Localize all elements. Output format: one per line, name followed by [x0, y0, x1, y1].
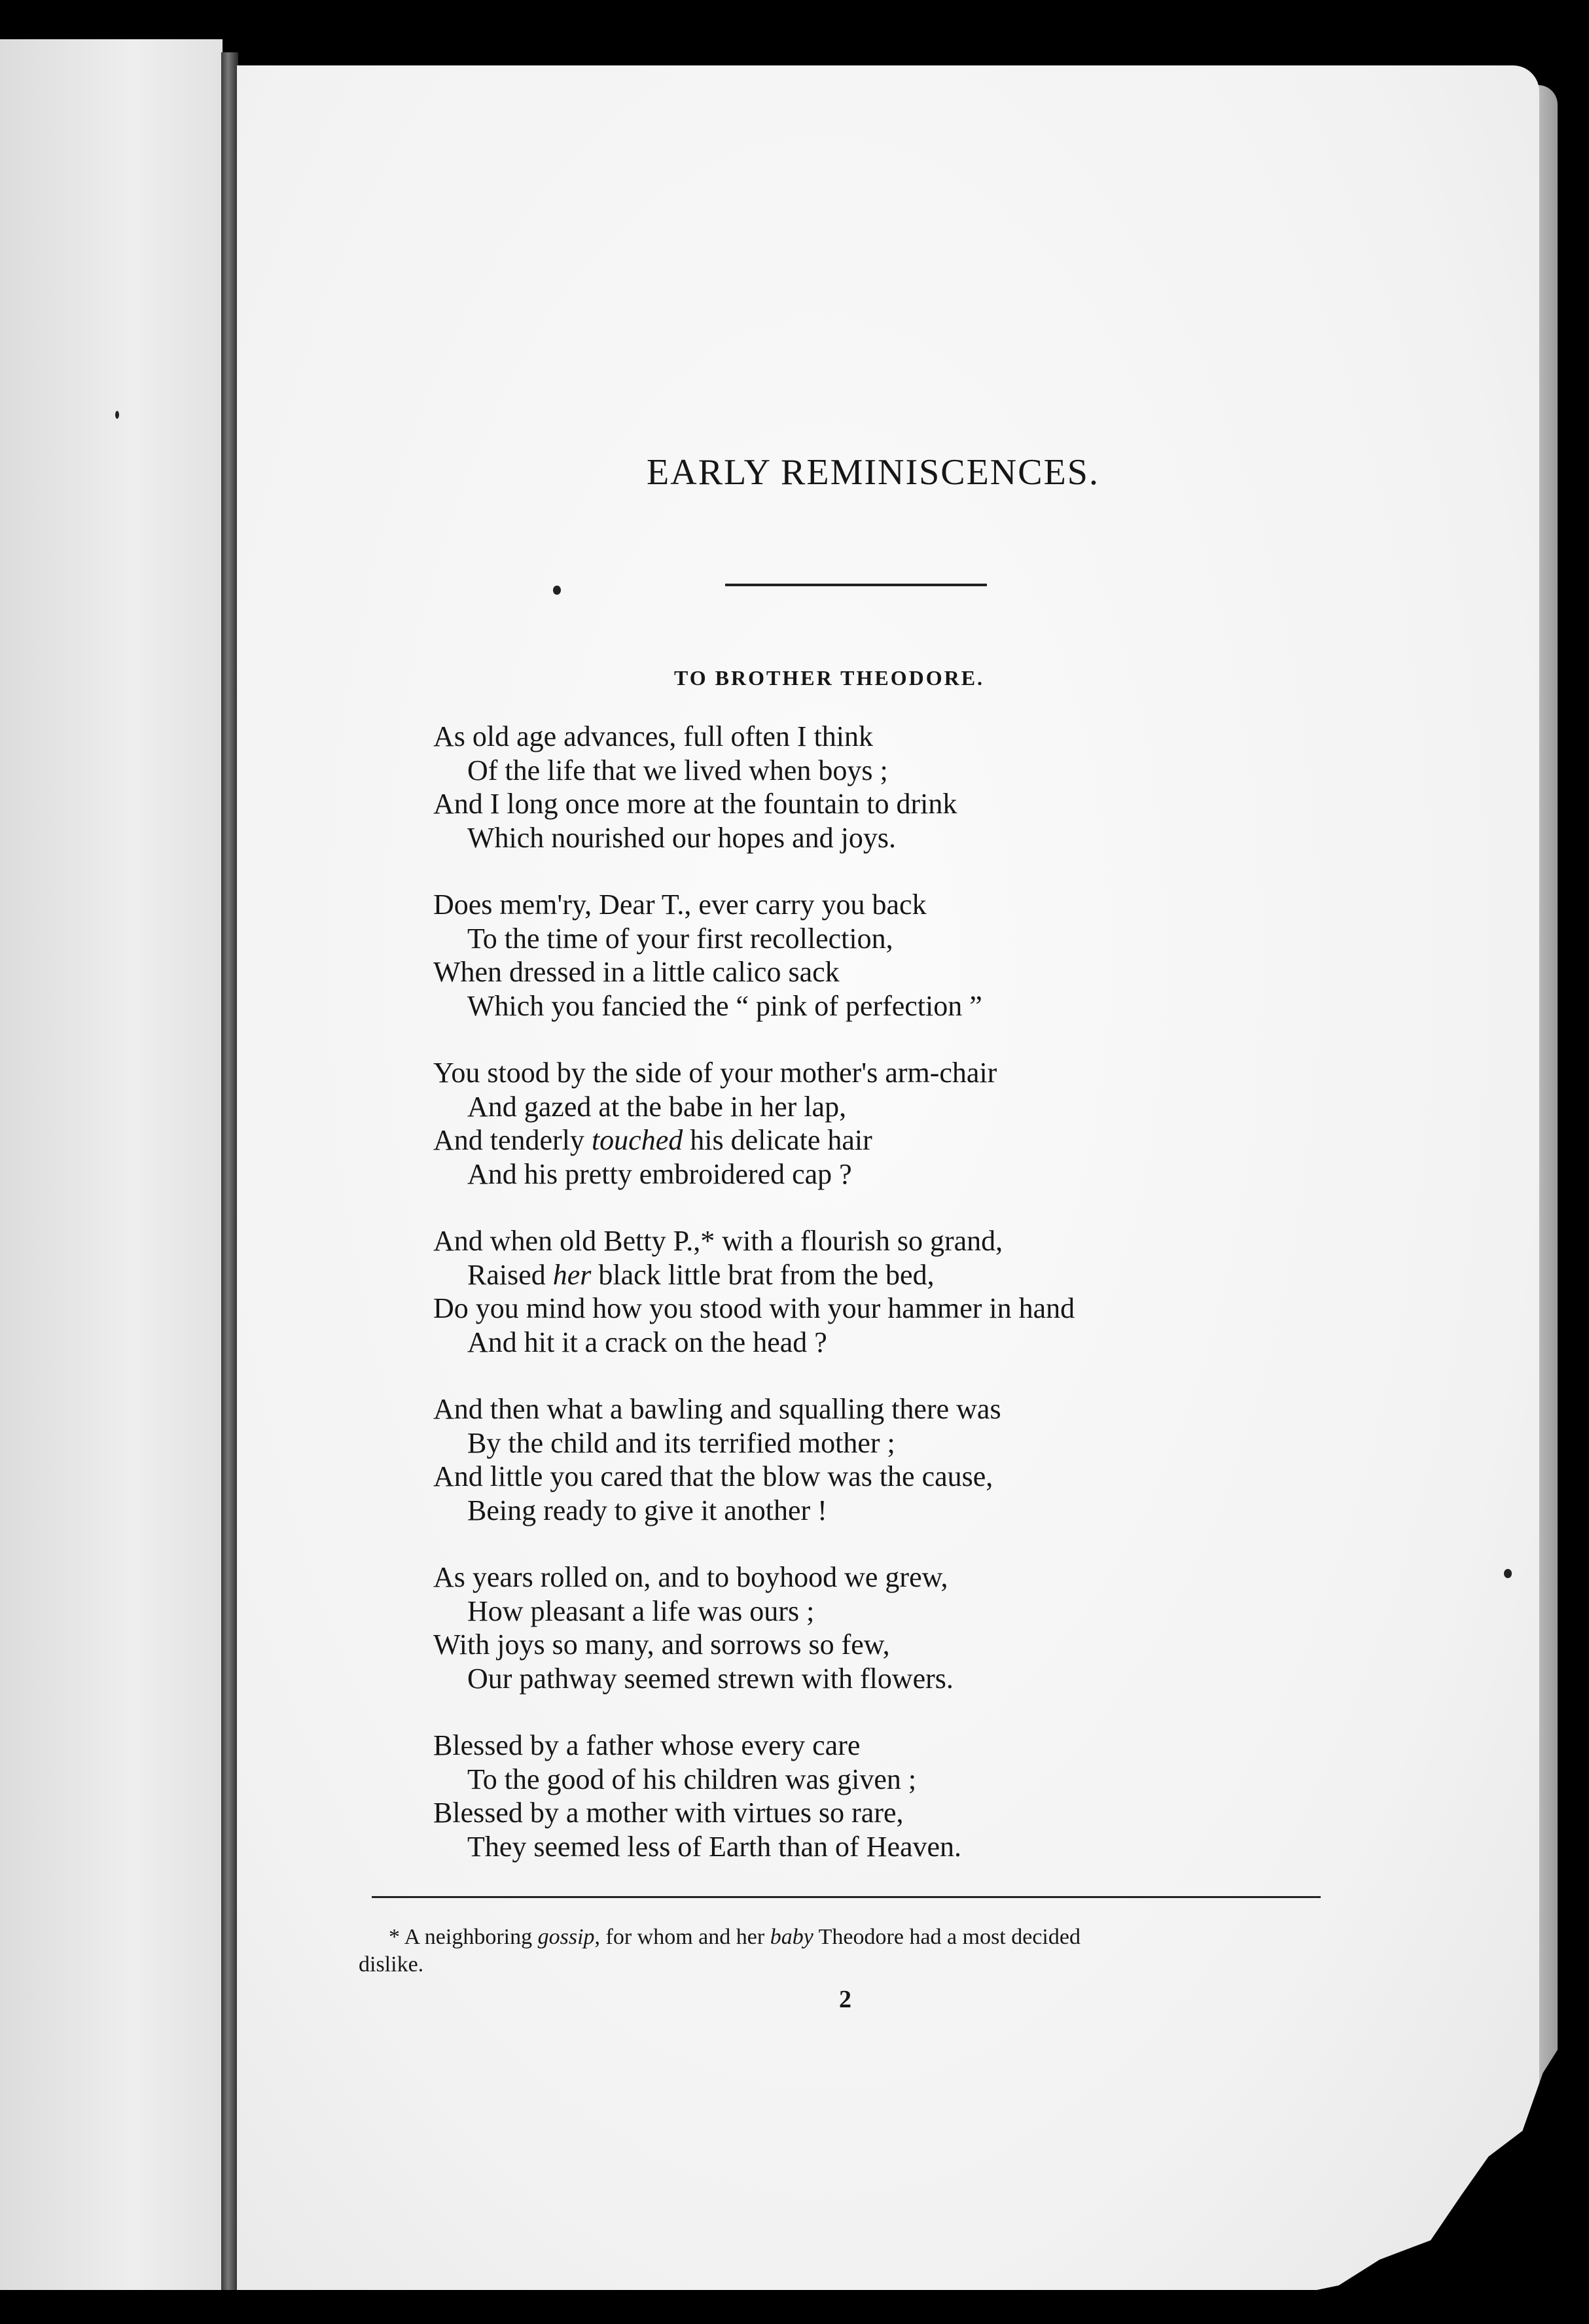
book-binding	[221, 52, 238, 2290]
poem-line: You stood by the side of your mother's arm-chair	[433, 1057, 997, 1089]
facing-page-edge	[0, 39, 223, 2290]
poem-line: Raised her black little brat from the bed,	[467, 1258, 935, 1291]
poem-line: As old age advances, full often I think	[433, 720, 874, 752]
poem-line: Which you fancied the “ pink of perfection ”	[467, 989, 982, 1022]
poem-line: To the good of his children was given ;	[467, 1763, 917, 1795]
ink-speck	[1504, 1569, 1512, 1578]
poem-line: They seemed less of Earth than of Heaven.	[467, 1830, 962, 1863]
poem-line: As years rolled on, and to boyhood we grew,	[433, 1561, 948, 1593]
dedication: TO BROTHER THEODORE.	[674, 666, 985, 690]
poem-line: By the child and its terrified mother ;	[467, 1426, 895, 1459]
poem-line: Does mem'ry, Dear T., ever carry you back	[433, 889, 927, 921]
poem-line: When dressed in a little calico sack	[433, 956, 840, 988]
stanza	[433, 1560, 1349, 1695]
poem-line: Blessed by a father whose every care	[433, 1729, 861, 1761]
stanza	[433, 1729, 1349, 1863]
footnote-line-2: dislike.	[359, 1952, 424, 1977]
poem-line: And his pretty embroidered cap ?	[467, 1157, 852, 1190]
footnote	[359, 1924, 1334, 1979]
title-rule	[725, 584, 987, 586]
poem-body	[433, 720, 1349, 1897]
poem-line: Do you mind how you stood with your hammer in hand	[433, 1292, 1075, 1324]
poem-line: And I long once more at the fountain to drink	[433, 788, 957, 820]
stanza	[433, 1392, 1349, 1527]
poem-line: Blessed by a mother with virtues so rare,	[433, 1797, 904, 1829]
ink-speck	[115, 411, 119, 419]
poem-line: And little you cared that the blow was the cause,	[433, 1460, 993, 1492]
poem-line: Which nourished our hopes and joys.	[467, 821, 896, 854]
poem-line: How pleasant a life was ours ;	[467, 1594, 815, 1627]
stanza	[433, 720, 1349, 854]
stanza	[433, 1224, 1349, 1359]
page-number: 2	[839, 1986, 851, 2013]
stanza	[433, 888, 1349, 1023]
footnote-line-1: * A neighboring gossip, for whom and her baby Theodore had a most decided	[389, 1925, 1080, 1949]
poem-line: With joys so many, and sorrows so few,	[433, 1629, 890, 1661]
poem-line: Our pathway seemed strewn with flowers.	[467, 1662, 954, 1695]
footnote-rule	[372, 1896, 1321, 1898]
poem-line: And gazed at the babe in her lap,	[467, 1090, 847, 1123]
ink-speck	[553, 586, 561, 595]
poem-line: And hit it a crack on the head ?	[467, 1326, 827, 1358]
poem-line: Of the life that we lived when boys ;	[467, 754, 888, 786]
poem-line: And then what a bawling and squalling there was	[433, 1393, 1001, 1425]
stanza	[433, 1056, 1349, 1191]
poem-line: And tenderly touched his delicate hair	[433, 1124, 872, 1156]
poem-line: To the time of your first recollection,	[467, 922, 893, 955]
poem-line: And when old Betty P.,* with a flourish so grand,	[433, 1225, 1003, 1257]
poem-line: Being ready to give it another !	[467, 1494, 827, 1526]
page-title: EARLY REMINISCENCES.	[647, 452, 1099, 493]
